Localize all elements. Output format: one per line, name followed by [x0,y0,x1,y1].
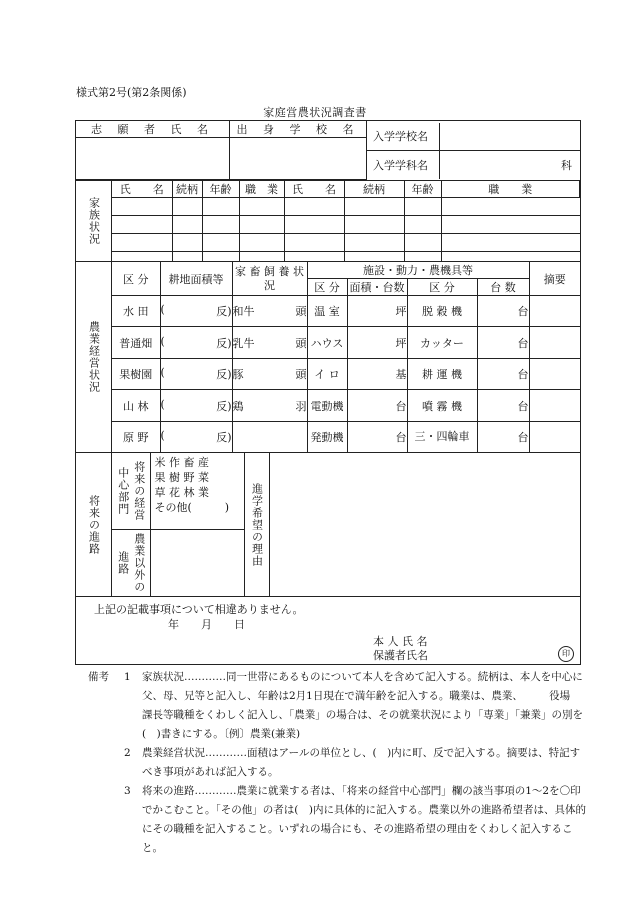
family-section-label: 家族状況 [87,197,101,245]
facility-unit: 基 [395,368,407,382]
form-id: 様式第2号(第2条関係) [76,86,187,99]
future-section-label: 将来の進路 [87,494,101,555]
farm-h-area: 耕地面積等 [160,262,232,296]
form-title: 家庭営農状況調査書 [263,106,367,119]
survey-table [75,120,581,665]
farm-row [112,296,580,327]
other-label: 農業以外の進路 [116,532,146,593]
machine-unit: 台 [517,336,529,350]
other-field[interactable] [150,529,244,596]
note-num: 2 [124,747,131,759]
facility-label: 温 室 [307,296,347,327]
choice-1[interactable]: 米 作 畜 産 [154,456,209,469]
farm-row-area[interactable] [160,421,232,452]
hometown-school-field[interactable] [230,138,367,180]
animal-unit: 頭 [295,368,307,382]
facility-unit: 台 [395,399,407,413]
confirm-date[interactable]: 年 月 日 [168,618,245,631]
unit-tan: 反) [216,399,232,413]
center-label: 将来の経営中心部門 [116,460,146,521]
note-num: 3 [124,785,131,797]
facility-amount[interactable] [347,390,407,421]
note-text: 将来の進路…………農業に就業する者は、「将来の経営中心部門」欄の該当事項の1～2を〇印でかこむこと。「その他」の者は( )内に具体的に記入する。農業以外の進路希望者は、具体的にその職種を記入すること。いずれの場合にも、その進路希望の理由をくわしく記入すること。 [142,785,586,854]
machine-label: 耕 運 機 [407,358,477,389]
farm-note-cell[interactable] [529,296,580,327]
note-item [88,744,588,782]
farm-row [112,390,580,421]
animal-unit: 頭 [295,305,307,319]
animal-unit: 頭 [295,336,307,350]
dept-suffix: 科 [561,158,572,172]
farm-row-kubun: 普通畑 [112,327,160,358]
choice-3[interactable]: 草 花 林 業 [154,486,209,499]
farm-row-area[interactable] [160,327,232,358]
livestock-cell[interactable] [232,390,307,421]
livestock-cell[interactable] [232,421,307,452]
seal-mark: 印 [558,646,574,662]
machine-count[interactable] [477,421,529,452]
farm-section-label: 農業経営状況 [87,321,101,393]
paren-open: ( [160,397,165,411]
notes [88,668,592,858]
farm-h-facility: 施設・動力・農機具等 [307,262,529,279]
farm-h-fac-count: 台 数 [477,279,529,296]
farm-note-cell[interactable] [529,358,580,389]
note-text: 家族状況…………同一世帯にあるものについて本人を含めて記入する。続柄は、本人を中心に父、母、兄等と記入し、年齢は2月1日現在で満年齢を記入する。職業は、農業、 役場 課長等職種をくわしく記入し、「農業」の場合は、その就業状況により「専業」「兼業」の別を( )書きにする。〔例〕農業(兼業) [142,671,592,740]
farm-row-area[interactable] [160,358,232,389]
dept-field[interactable] [439,151,580,179]
applicant-name-header: 志 願 者 氏 名 [76,121,230,138]
facility-amount[interactable] [347,358,407,389]
machine-unit: 台 [517,305,529,319]
unit-tan: 反) [216,336,232,350]
animal-unit: 羽 [295,399,307,413]
family-col-rel-b: 続柄 [344,181,404,198]
note-num: 1 [124,671,131,683]
animal-label: 鶏 [232,399,244,413]
farm-h-livestock: 家 畜 飼 養 状 況 [232,262,307,296]
farm-h-fac-area: 面積・台数 [347,279,407,296]
paren-open: ( [160,303,165,317]
guardian-name-label: 保護者氏名 [373,649,428,662]
farm-grid [112,262,580,452]
farm-note-cell[interactable] [529,327,580,358]
livestock-cell[interactable] [232,358,307,389]
farm-row-kubun: 水 田 [112,296,160,327]
family-col-name: 氏 [119,183,131,196]
applicant-name-field[interactable] [76,138,230,180]
family-col-job2-b: 業 [521,183,533,196]
family-grid [112,181,580,261]
farm-row [112,421,580,452]
facility-label: 電動機 [307,390,347,421]
wish-label: 進学希望の理由 [250,482,264,567]
facility-unit: 坪 [395,305,407,319]
farm-h-fac-kubun: 区 分 [307,279,347,296]
self-name-label: 本 人 氏 名 [373,635,428,648]
farm-h-note: 摘要 [529,262,580,296]
family-col-name2-b: 名 [325,183,336,196]
family-col-rel: 続柄 [172,181,202,198]
machine-label: カッター [407,327,477,358]
paren-open: ( [160,366,165,380]
machine-label: 三・四輪車 [407,421,477,452]
paren-open: ( [160,428,165,442]
farm-row [112,358,580,389]
farm-row-kubun: 原 野 [112,421,160,452]
facility-label: イ ロ [307,358,347,389]
family-col-job2: 業 [267,183,278,196]
facility-unit: 坪 [395,336,407,350]
farm-note-cell[interactable] [529,421,580,452]
farm-row-area[interactable] [160,390,232,421]
animal-label: 乳牛 [232,336,255,350]
farm-h-fac-kubun2: 区 分 [407,279,477,296]
machine-unit: 台 [517,430,529,444]
livestock-cell[interactable] [232,296,307,327]
animal-label: 豚 [232,368,244,382]
facility-label: ハウス [307,327,347,358]
family-col-name2: 名 [152,183,164,196]
family-col-age: 年齢 [202,181,239,198]
dept-label: 入学学科名 [367,151,439,179]
choice-other[interactable]: その他( ) [154,501,230,514]
farm-note-cell[interactable] [529,390,580,421]
facility-amount[interactable] [347,421,407,452]
wish-field[interactable] [269,453,580,596]
machine-label: 噴 霧 機 [407,390,477,421]
unit-tan: 反) [216,430,232,444]
school-label: 入学学校名 [367,123,439,151]
livestock-cell[interactable] [232,327,307,358]
facility-unit: 台 [395,430,407,444]
paren-open: ( [160,334,165,348]
machine-count[interactable] [477,390,529,421]
family-col-job-b: 職 [488,183,500,196]
farm-row-kubun: 果樹園 [112,358,160,389]
machine-unit: 台 [517,368,529,382]
note-item [88,668,592,744]
note-text: 農業経営状況…………面積はアールの単位とし、( )内に町、反で記入する。摘要は、特記すべき事項があれば記入する。 [142,747,581,778]
hometown-school-header: 出 身 学 校 名 [230,121,367,138]
facility-amount[interactable] [347,327,407,358]
notes-label: 備考 [88,671,109,683]
unit-tan: 反) [216,368,232,382]
family-col-name-b: 氏 [292,183,303,196]
choice-2[interactable]: 果 樹 野 菜 [154,471,209,484]
school-field[interactable] [439,123,580,151]
machine-unit: 台 [517,399,529,413]
facility-label: 発動機 [307,421,347,452]
confirm-statement: 上記の記載事項について相違ありません。 [94,603,304,616]
farm-h-kubun: 区 分 [112,262,160,296]
farm-row [112,327,580,358]
family-col-job: 職 [245,183,256,196]
machine-label: 脱 穀 機 [407,296,477,327]
future-grid [112,453,580,596]
farm-row-kubun: 山 林 [112,390,160,421]
animal-label: 和牛 [232,305,255,319]
machine-count[interactable] [477,296,529,327]
note-item [88,782,588,858]
machine-count[interactable] [477,327,529,358]
family-col-age-b: 年齢 [404,181,441,198]
unit-tan: 反) [216,305,232,319]
facility-amount[interactable] [347,296,407,327]
farm-row-area[interactable] [160,296,232,327]
machine-count[interactable] [477,358,529,389]
